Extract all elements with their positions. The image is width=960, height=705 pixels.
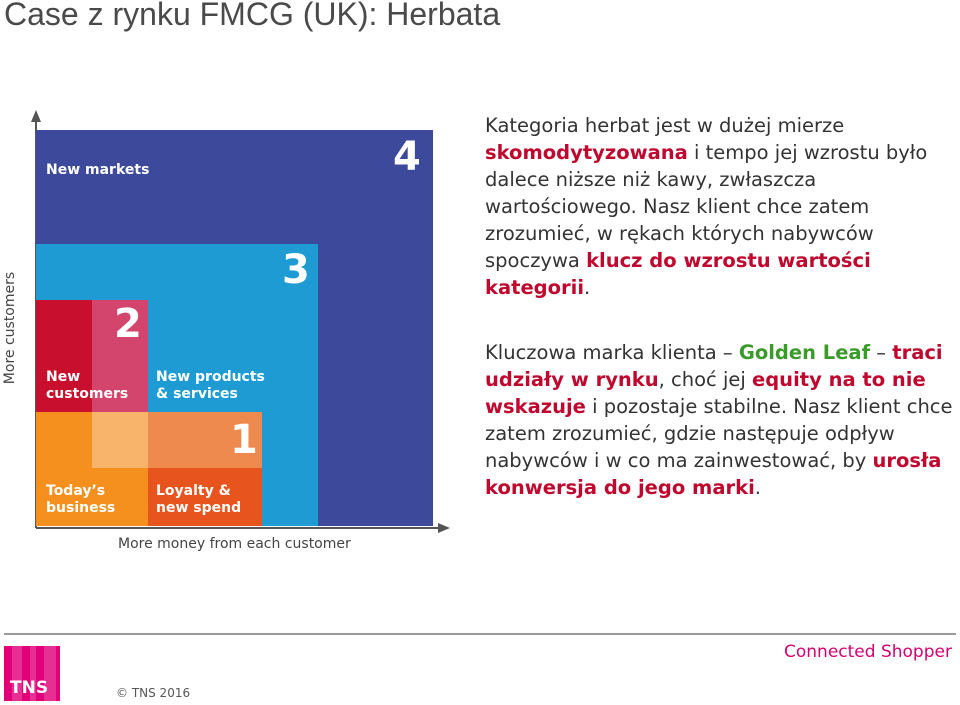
page-title: Case z rynku FMCG (UK): Herbata [4, 0, 501, 32]
p2-text-4: i pozostaje stabilne. Nasz klient chce zatem zrozumieć, gdzie następuje odpływ nabywców i w co ma zainwestować, by [485, 395, 953, 472]
p1-text-1: Kategoria herbat jest w dużej mierze [485, 114, 845, 137]
x-axis-arrow [438, 523, 450, 533]
quadrant-1-label: Loyalty & new spend [156, 483, 242, 516]
p1-highlight-commoditized: skomodytyzowana [485, 141, 688, 164]
p1-text-2: i tempo jej wzrostu było dalece niższe niż kawy, zwłaszcza wartościowego. Nasz klient chce zatem zrozumieć, w rękach których nabywców spoczywa [485, 141, 928, 272]
y-axis-arrow [31, 110, 41, 122]
todays-business-label: Today’s business [46, 483, 116, 516]
p2-highlight-conversion: urosła konwersja do jego marki [485, 449, 942, 499]
tns-logo-text: TNS [10, 678, 49, 698]
footer-divider [4, 633, 956, 635]
x-axis-label: More money from each customer [118, 536, 351, 552]
copyright-text: © TNS 2016 [116, 686, 191, 700]
p2-text-2: – [870, 341, 893, 364]
quadrant-4-label: New markets [46, 162, 150, 178]
p2-brand-name: Golden Leaf [738, 341, 871, 364]
quadrant-3-label: New products & services [156, 369, 265, 402]
overlap-core [92, 412, 148, 468]
p2-text-3: , choć jej [658, 368, 752, 391]
quadrant-2-label: New customers [46, 369, 129, 402]
growth-matrix-diagram [0, 100, 470, 565]
p2-text-1: Kluczowa marka klienta – [485, 341, 739, 364]
quadrant-1-number: 1 [230, 417, 258, 463]
y-axis-label: More customers [2, 271, 18, 385]
quadrant-3-number: 3 [282, 247, 310, 293]
connected-shopper-brand: Connected Shopper [784, 642, 952, 662]
p1-text-3: . [584, 276, 591, 299]
tns-logo [4, 646, 60, 701]
p2-highlight-losing-share: traci udziały w rynku [485, 341, 943, 391]
quadrant-4-number: 4 [393, 134, 421, 180]
p1-highlight-growth-key: klucz do wzrostu wartości kategorii [485, 249, 871, 299]
paragraph-category-context [485, 112, 960, 301]
paragraph-brand-context [485, 339, 960, 501]
p2-text-5: . [754, 476, 761, 499]
quadrant-2-number: 2 [114, 301, 142, 347]
p2-highlight-equity: equity na to nie wskazuje [485, 368, 926, 418]
